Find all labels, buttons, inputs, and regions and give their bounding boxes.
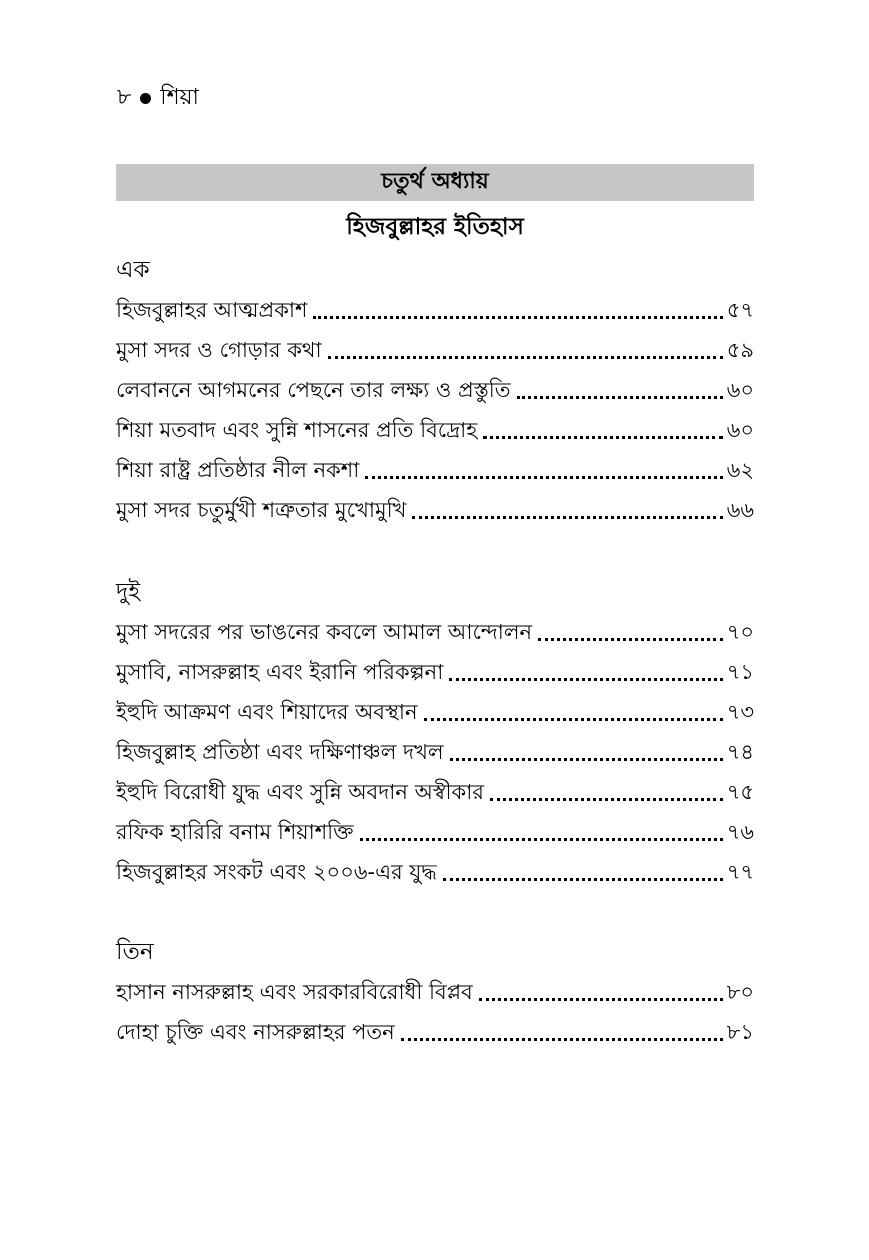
- toc-entry-title: মুসাবি, নাসরুল্লাহ এবং ইরানি পরিকল্পনা: [116, 660, 444, 684]
- toc-entry-title: মুসা সদর চতুর্মুখী শত্রুতার মুখোমুখি: [116, 498, 407, 522]
- header-book-title: শিয়া: [160, 85, 199, 110]
- toc-entry: [116, 652, 754, 692]
- dot-leader: [360, 838, 723, 841]
- toc-entry-page: ৮০: [726, 980, 754, 1004]
- toc-entry-page: ৭৭: [726, 860, 754, 884]
- toc-section-2: [116, 572, 754, 892]
- toc-entry-page: ৭৪: [726, 740, 754, 764]
- toc-entry: [116, 490, 754, 530]
- toc-entry-title: হিজবুল্লাহর সংকট এবং ২০০৬-এর যুদ্ধ: [116, 860, 437, 884]
- toc-entry: [116, 852, 754, 892]
- dot-leader: [443, 878, 723, 881]
- toc-entry-title: ইহুদি আক্রমণ এবং শিয়াদের অবস্থান: [116, 700, 418, 724]
- toc-entry: [116, 732, 754, 772]
- dot-leader: [401, 1038, 723, 1041]
- section-heading: তিন: [116, 939, 154, 965]
- dot-leader: [412, 516, 722, 519]
- toc-entry: [116, 972, 754, 1012]
- toc-entry-title: মুসা সদর ও গোড়ার কথা: [116, 338, 322, 362]
- toc-entry-page: ৭০: [726, 620, 754, 644]
- toc-entry: [116, 612, 754, 652]
- toc-entry-page: ৭১: [726, 660, 754, 684]
- toc-entry: [116, 692, 754, 732]
- toc-entry-page: ৮১: [726, 1020, 754, 1044]
- dot-leader: [517, 396, 723, 399]
- toc-entry-title: শিয়া রাষ্ট্র প্রতিষ্ঠার নীল নকশা: [116, 458, 360, 482]
- header-page-number: ৮: [117, 85, 132, 110]
- toc-section-1: [116, 250, 754, 530]
- toc-entry-page: ৬২: [726, 458, 754, 482]
- section-heading: এক: [116, 257, 150, 283]
- chapter-label-band: [116, 164, 754, 201]
- toc-entry-title: শিয়া মতবাদ এবং সুন্নি শাসনের প্রতি বিদ্রোহ: [116, 418, 478, 442]
- toc-entry-title: রফিক হারিরি বনাম শিয়াশক্তি: [116, 820, 354, 844]
- chapter-title: হিজবুল্লাহর ইতিহাস: [346, 214, 524, 240]
- toc-entry: [116, 370, 754, 410]
- bullet-separator-icon: [140, 93, 151, 104]
- toc-section-3: [116, 932, 754, 1052]
- dot-leader: [483, 436, 722, 439]
- dot-leader: [490, 798, 723, 801]
- toc-entry-title: ইহুদি বিরোধী যুদ্ধ এবং সুন্নি অবদান অস্বীকার: [116, 780, 484, 804]
- toc-entry: [116, 772, 754, 812]
- toc-entry-page: ৬০: [726, 418, 754, 442]
- toc-entry-title: হাসান নাসরুল্লাহ এবং সরকারবিরোধী বিপ্লব: [116, 980, 473, 1004]
- dot-leader: [328, 356, 723, 359]
- toc-entry-page: ৫৭: [726, 298, 754, 322]
- section-heading: দুই: [116, 579, 141, 605]
- toc-entry-title: দোহা চুক্তি এবং নাসরুল্লাহর পতন: [116, 1020, 395, 1044]
- toc-entry: [116, 812, 754, 852]
- toc-entry-page: ৭৩: [726, 700, 754, 724]
- toc-entry: [116, 410, 754, 450]
- chapter-label: চতুর্থ অধ্যায়: [381, 169, 489, 194]
- dot-leader: [538, 638, 723, 641]
- dot-leader: [479, 998, 723, 1001]
- dot-leader: [449, 678, 722, 681]
- toc-entry: [116, 450, 754, 490]
- dot-leader: [365, 476, 722, 479]
- toc-entry-page: ৭৬: [726, 820, 754, 844]
- dot-leader: [450, 758, 723, 761]
- toc-entry-title: হিজবুল্লাহর আত্মপ্রকাশ: [116, 298, 308, 322]
- toc-entry-page: ৬০: [726, 378, 754, 402]
- toc-entry-page: ৫৯: [726, 338, 754, 362]
- toc-entry: [116, 330, 754, 370]
- toc-entry: [116, 290, 754, 330]
- toc-entry-title: লেবাননে আগমনের পেছনে তার লক্ষ্য ও প্রস্তুতি: [116, 378, 511, 402]
- dot-leader: [424, 718, 723, 721]
- running-header: [117, 80, 199, 117]
- toc-entry: [116, 1012, 754, 1052]
- toc-entry-title: হিজবুল্লাহ প্রতিষ্ঠা এবং দক্ষিণাঞ্চল দখল: [116, 740, 444, 764]
- toc-entry-title: মুসা সদরের পর ভাঙনের কবলে আমাল আন্দোলন: [116, 620, 533, 644]
- toc-entry-page: ৭৫: [726, 780, 754, 804]
- dot-leader: [313, 316, 722, 319]
- toc-entry-page: ৬৬: [726, 498, 754, 522]
